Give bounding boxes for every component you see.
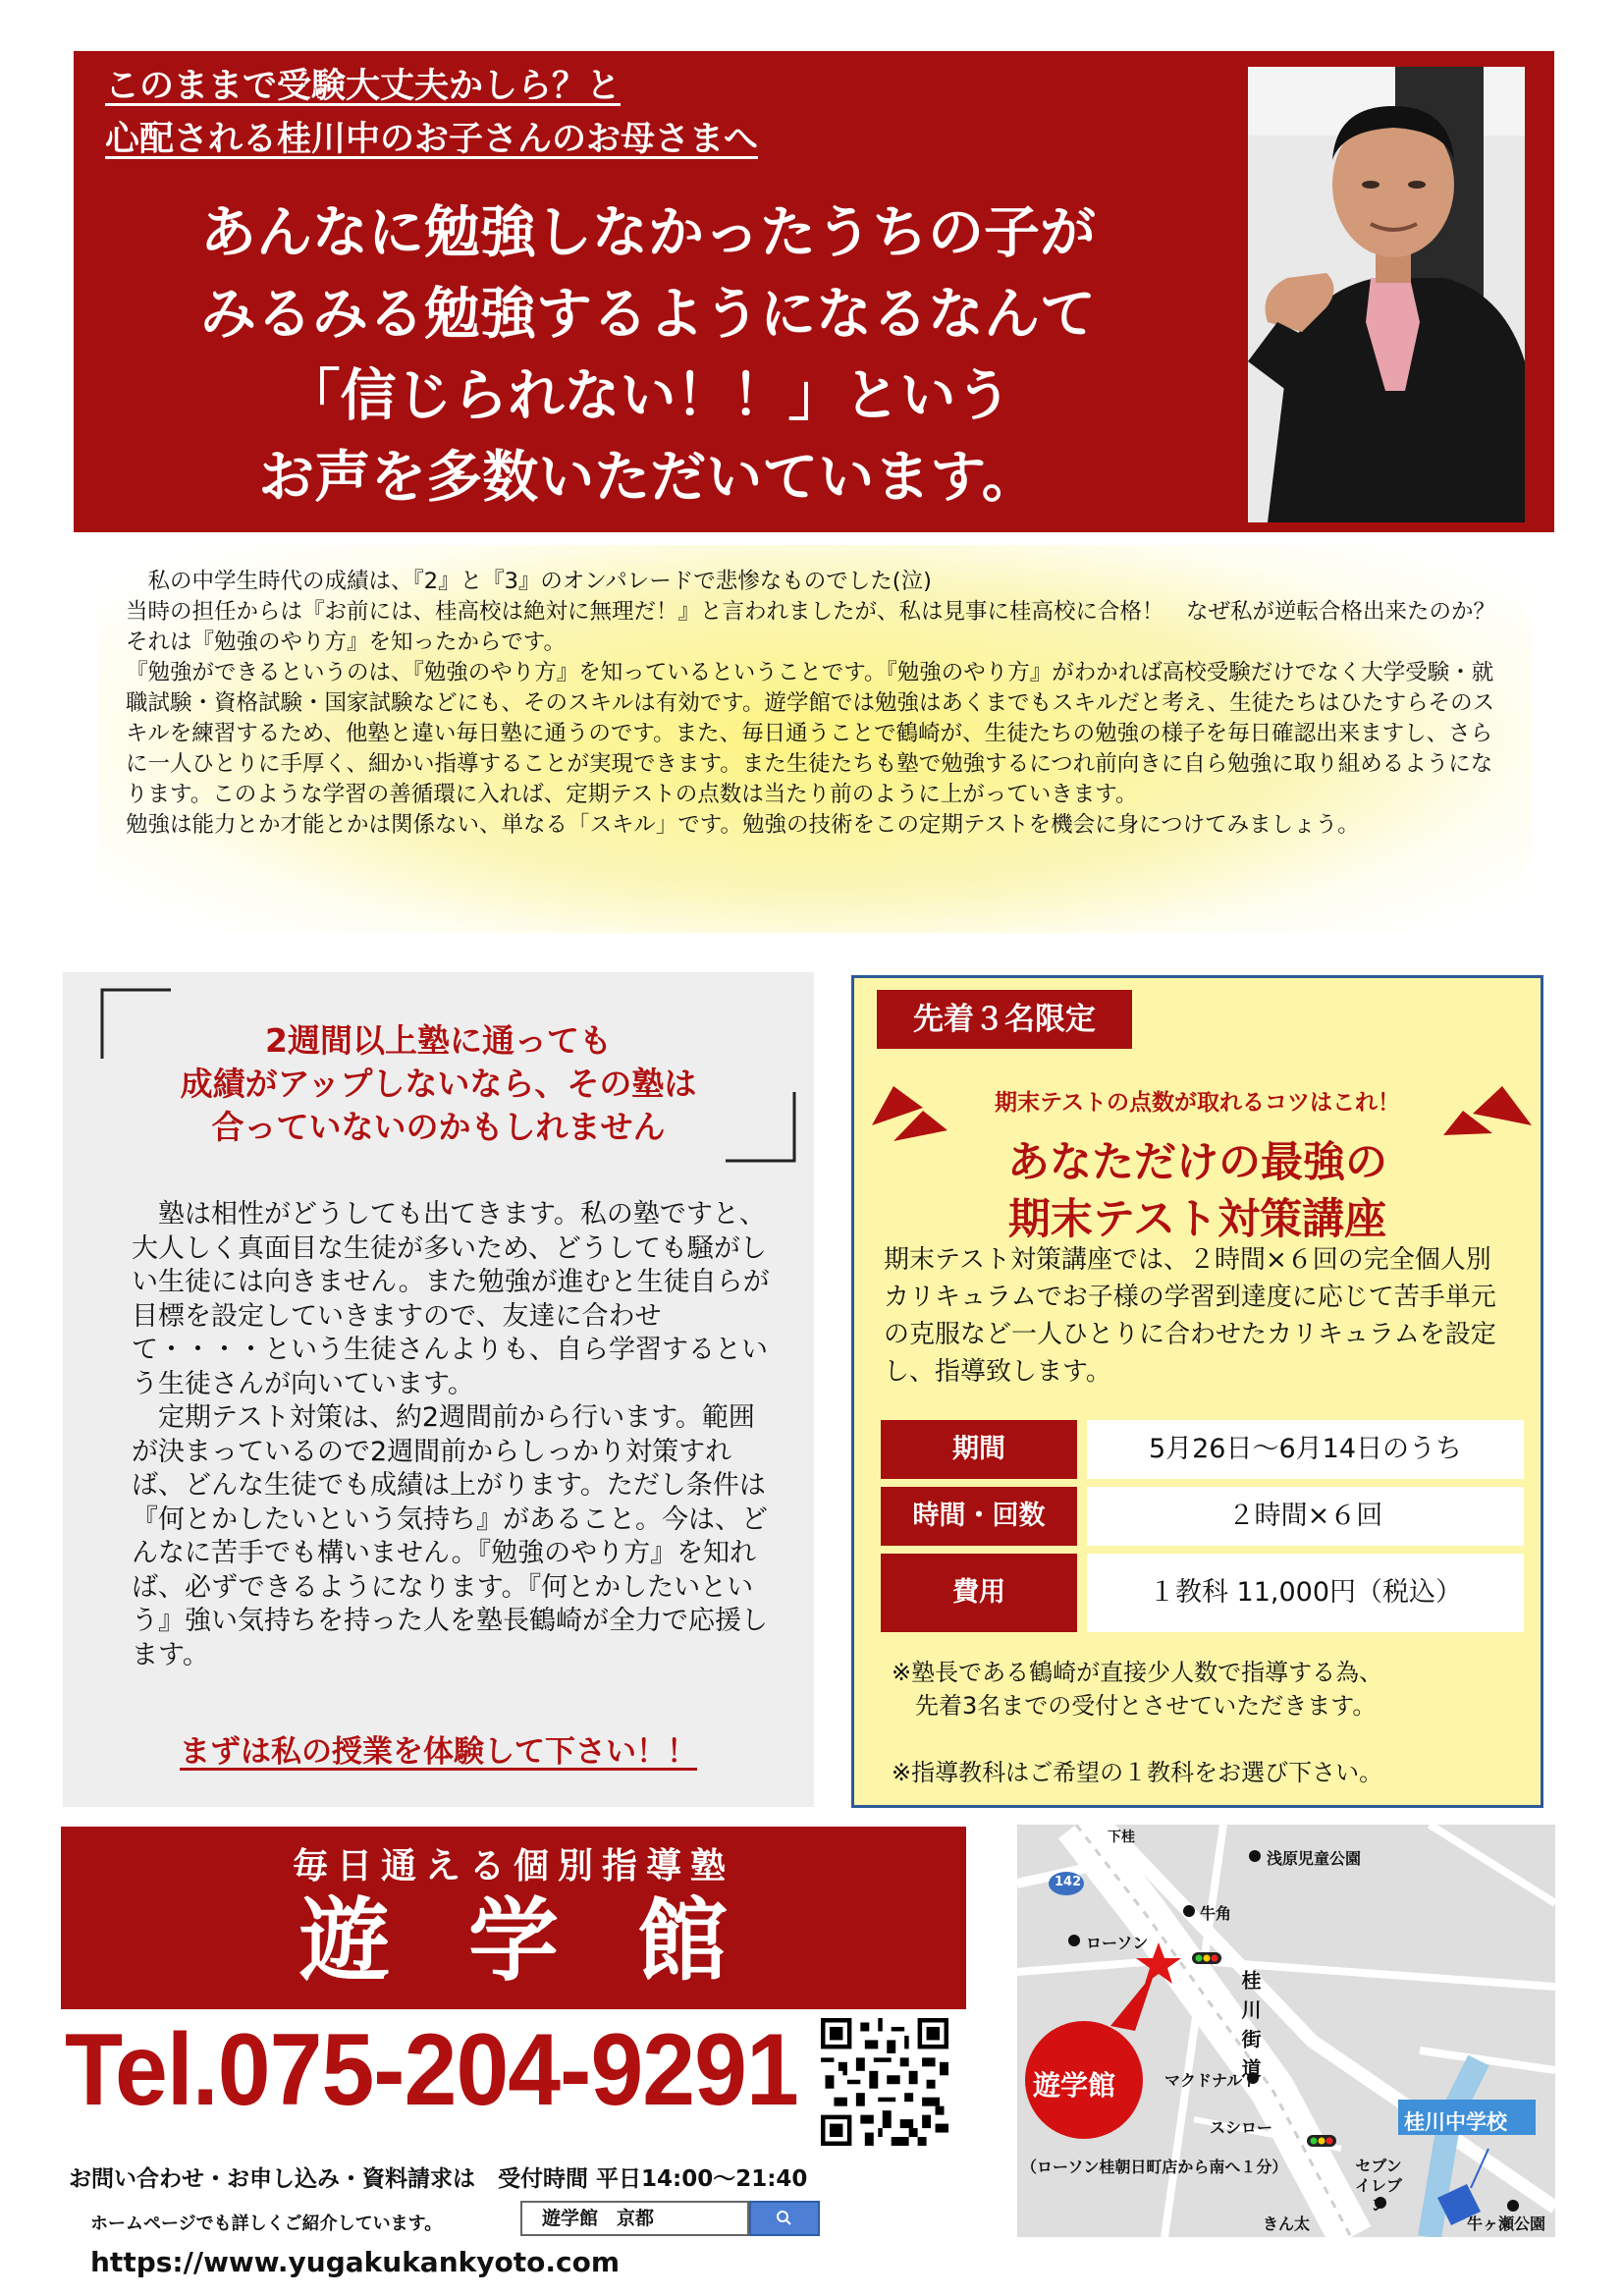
teacher-photo: [1248, 67, 1525, 522]
intro-paragraph: 『勉強ができるというのは、『勉強のやり方』を知っているということです。『勉強のやり方』がわかれば高校受験だけでなく大学受験・就職試験・資格試験・国家試験などにも、そのスキルは有効です。遊学館では勉強はあくまでもスキルだと考え、生徒たちはひたすらそのスキルを練習するため、他塾と違い毎日塾に通うのです。また、毎日通うことで鶴崎が、生徒たちの勉強の様子を毎日確認出来ますし、さらに一人ひとりに手厚く、細かい指導することが実現できます。また生徒たちも塾で勉強するにつれ前向きに自ら勉強に取り組めるようになります。このような学習の善循環に入れば、定期テストの点数は当たり前のように上がっていきます。: [126, 660, 1495, 807]
map-label-gyukaku: 牛角: [1200, 1904, 1232, 1923]
map-label-mcdonalds: マクドナルド: [1164, 2071, 1259, 2090]
row-value: １教科 11,000円（税込）: [1087, 1554, 1524, 1632]
search-input[interactable]: 遊学館 京都: [520, 2201, 749, 2236]
course-note-2: ※指導教科はご希望の１教科をお選び下さい。: [892, 1759, 1383, 1786]
website-url[interactable]: https://www.yugakukankyoto.com: [90, 2246, 621, 2278]
headline-line-4: お声を多数いただいています。: [258, 445, 1038, 510]
map-direction-note: （ローソン桂朝日町店から南へ１分）: [1021, 2158, 1288, 2176]
inquiry-hours: お問い合わせ・お申し込み・資料請求は 受付時間 平日14:00〜21:40: [69, 2166, 808, 2192]
course-offer-box: [851, 975, 1543, 1808]
map-label-school: 遊学館: [1033, 2069, 1116, 2102]
limited-badge: 先着３名限定: [877, 990, 1132, 1049]
headline-line-3: 「信じられない！！」という: [284, 363, 1012, 428]
compat-paragraph: 塾は相性がどうしても出てきます。私の塾ですと、大人しく真面目な生徒が多いため、どうしても騒がしい生徒には向きません。また勉強が進むと生徒自らが目標を設定していきますので、友達に合わせて・・・・という生徒さんよりも、自ら学習するという生徒さんが向いています。: [132, 1199, 770, 1399]
map-label-katsura-kaido: 桂川街道: [1238, 1970, 1262, 2088]
homepage-note: ホームページでも詳しくご紹介しています。: [90, 2214, 443, 2234]
map-label-junior-high: 桂川中学校: [1404, 2110, 1507, 2134]
row-label: 費用: [881, 1554, 1077, 1632]
compat-paragraph: 定期テスト対策は、約2週間前から行います。範囲が決まっているので2週間前からしっかり対策すれば、どんな生徒でも成績は上がります。ただし条件は『何とかしたいという気持ち』があること。今は、どんなに苦手でも構いません。『勉強のやり方』を知れば、必ずできるようになります。『何とかしたいという』強い気持ちを持った人を塾長鶴崎が全力で応援します。: [132, 1402, 768, 1670]
map-label-ushigase-park: 牛ヶ瀬公園: [1467, 2214, 1546, 2233]
course-row-fee: [881, 1554, 1524, 1632]
course-title-1: あなただけの最強の: [1007, 1138, 1387, 1187]
map-label-shimokatsura: 下桂: [1108, 1830, 1135, 1845]
course-description: 期末テスト対策講座では、２時間×６回の完全個人別カリキュラムでお子様の学習到達度に応じて苦手単元の克服など一人ひとりに合わせたカリキュラムを設定し、指導致します。: [884, 1245, 1496, 1387]
map-label-kinta: きん太: [1263, 2214, 1311, 2233]
map-label-sushiro: スシロー: [1210, 2118, 1273, 2137]
row-label: 時間・回数: [881, 1487, 1077, 1546]
compat-headline-3: 合っていないのかもしれません: [211, 1108, 666, 1146]
compat-headline-1: 2週間以上塾に通っても: [265, 1021, 612, 1060]
intro-text-block: [98, 545, 1532, 933]
intro-paragraph: 当時の担任からは『お前には、桂高校は絶対に無理だ！』と言われましたが、私は見事に桂高校に合格！ なぜ私が逆転合格出来たのか？それは『勉強のやり方』を知ったからです。: [126, 599, 1496, 655]
compat-body: [132, 1198, 770, 1672]
search-button[interactable]: [749, 2201, 820, 2236]
qr-code-icon[interactable]: [821, 2018, 948, 2146]
course-row-period: [881, 1420, 1524, 1479]
lead-line-2: 心配される桂川中のお子さんのお母さまへ: [105, 120, 759, 159]
brand-name: 遊学館: [298, 1888, 806, 1994]
lead-line-1: このままで受験大丈夫かしら？と: [105, 67, 622, 106]
course-note-1a: ※塾長である鶴崎が直接少人数で指導する為、: [892, 1659, 1383, 1686]
course-row-sessions: [881, 1487, 1524, 1546]
phone-number[interactable]: Tel.075-204-9291: [65, 2013, 798, 2127]
access-map: [1017, 1825, 1555, 2237]
search-icon: [751, 2203, 818, 2234]
trial-lesson-cta: まずは私の授業を体験して下さい！！: [180, 1734, 697, 1770]
map-label-seven-eleven: セブンイレブン: [1354, 2157, 1402, 2214]
intro-paragraph: 私の中学生時代の成績は、『2』と『3』のオンパレードで悲惨なものでした(泣): [126, 569, 932, 594]
row-value: ２時間×６回: [1087, 1487, 1524, 1546]
headline-line-2: みるみる勉強するようになるなんて: [200, 282, 1096, 347]
route-142-badge: 142: [1055, 1875, 1082, 1889]
headline-line-1: あんなに勉強しなかったうちの子が: [200, 200, 1096, 265]
map-label-asahara-park: 浅原児童公園: [1267, 1849, 1362, 1868]
compat-headline-2: 成績がアップしないなら、その塾は: [180, 1065, 697, 1103]
brand-tagline: 毎日通える個別指導塾: [292, 1846, 734, 1886]
row-value: 5月26日〜6月14日のうち: [1087, 1420, 1524, 1479]
school-brand-banner: [61, 1827, 966, 2009]
course-subtitle: 期末テストの点数が取れるコツはこれ！: [994, 1090, 1401, 1116]
row-label: 期間: [881, 1420, 1077, 1479]
header-banner: [74, 51, 1554, 532]
course-title-2: 期末テスト対策講座: [1007, 1195, 1387, 1244]
compatibility-box: [63, 972, 814, 1807]
course-note-1b: 先着3名までの受付とさせていただきます。: [892, 1692, 1377, 1720]
map-label-lawson: ローソン: [1086, 1934, 1149, 1952]
intro-paragraph: 勉強は能力とか才能とかは関係ない、単なる「スキル」です。勉強の技術をこの定期テストを機会に身につけてみましょう。: [126, 812, 1360, 838]
